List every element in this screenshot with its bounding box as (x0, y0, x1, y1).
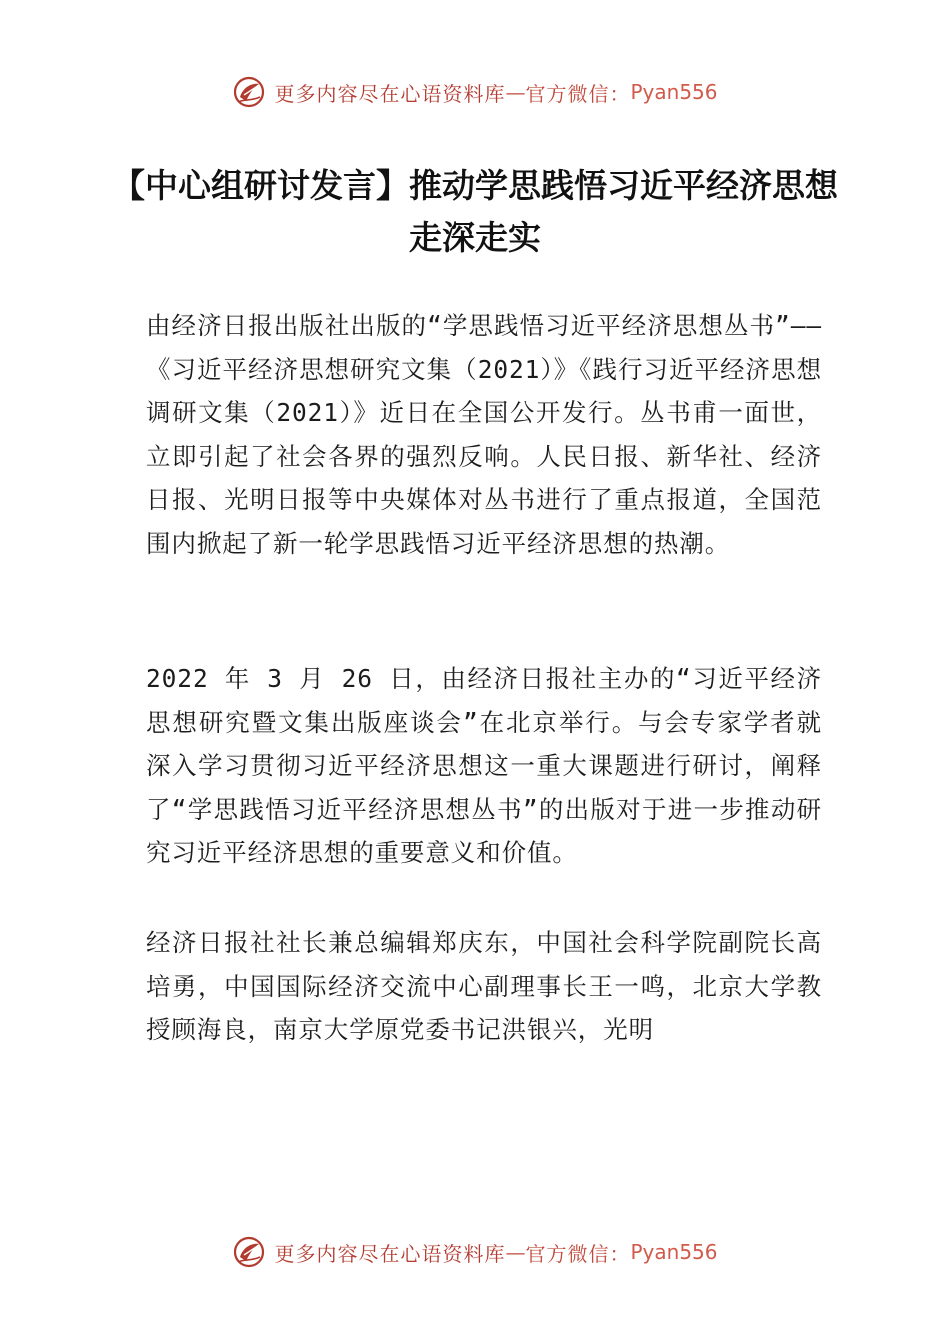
paragraph-1: 由经济日报出版社出版的“学思践悟习近平经济思想丛书”——《习近平经济思想研究文集（2021）》《践行习近平经济思想调研文集（2021）》近日在全国公开发行。丛书甫一面世，立即引起了社会各界的强烈反响。人民日报、新华社、经济日报、光明日报等中央媒体对丛书进行了重点报道，全国范围内掀起了新一轮学思践悟习近平经济思想的热潮。 (146, 311, 822, 558)
document-title: 【中心组研讨发言】推动学思践悟习近平经济思想走深走实 (112, 166, 838, 257)
footer-watermark (0, 1232, 950, 1272)
paragraph-3: 经济日报社社长兼总编辑郑庆东，中国社会科学院副院长高培勇，中国国际经济交流中心副理事长王一鸣，北京大学教授顾海良，南京大学原党委书记洪银兴，光明 (146, 928, 822, 1044)
wechat-label: 官方微信： (525, 81, 631, 106)
wechat-id: Pyan556 (630, 1240, 718, 1264)
brand-text: 更多内容尽在心语资料库 (274, 1241, 506, 1266)
paragraph-2: 2022 年 3 月 26 日，由经济日报社主办的“习近平经济思想研究暨文集出版座谈会”在北京举行。与会专家学者就深入学习贯彻习近平经济思想这一重大课题进行研讨，阐释了“学思践悟习近平经济思想丛书”的出版对于进一步推动研究习近平经济思想的重要意义和价值。 (146, 664, 822, 867)
brand-text: 更多内容尽在心语资料库 (274, 81, 506, 106)
wechat-label: 官方微信： (525, 1241, 631, 1266)
wechat-id: Pyan556 (630, 80, 718, 104)
header-watermark (0, 72, 950, 112)
brand-logo-icon (232, 1235, 266, 1269)
brand-logo-icon (232, 75, 266, 109)
brand-dash: — (505, 80, 526, 104)
brand-dash: — (505, 1240, 526, 1264)
